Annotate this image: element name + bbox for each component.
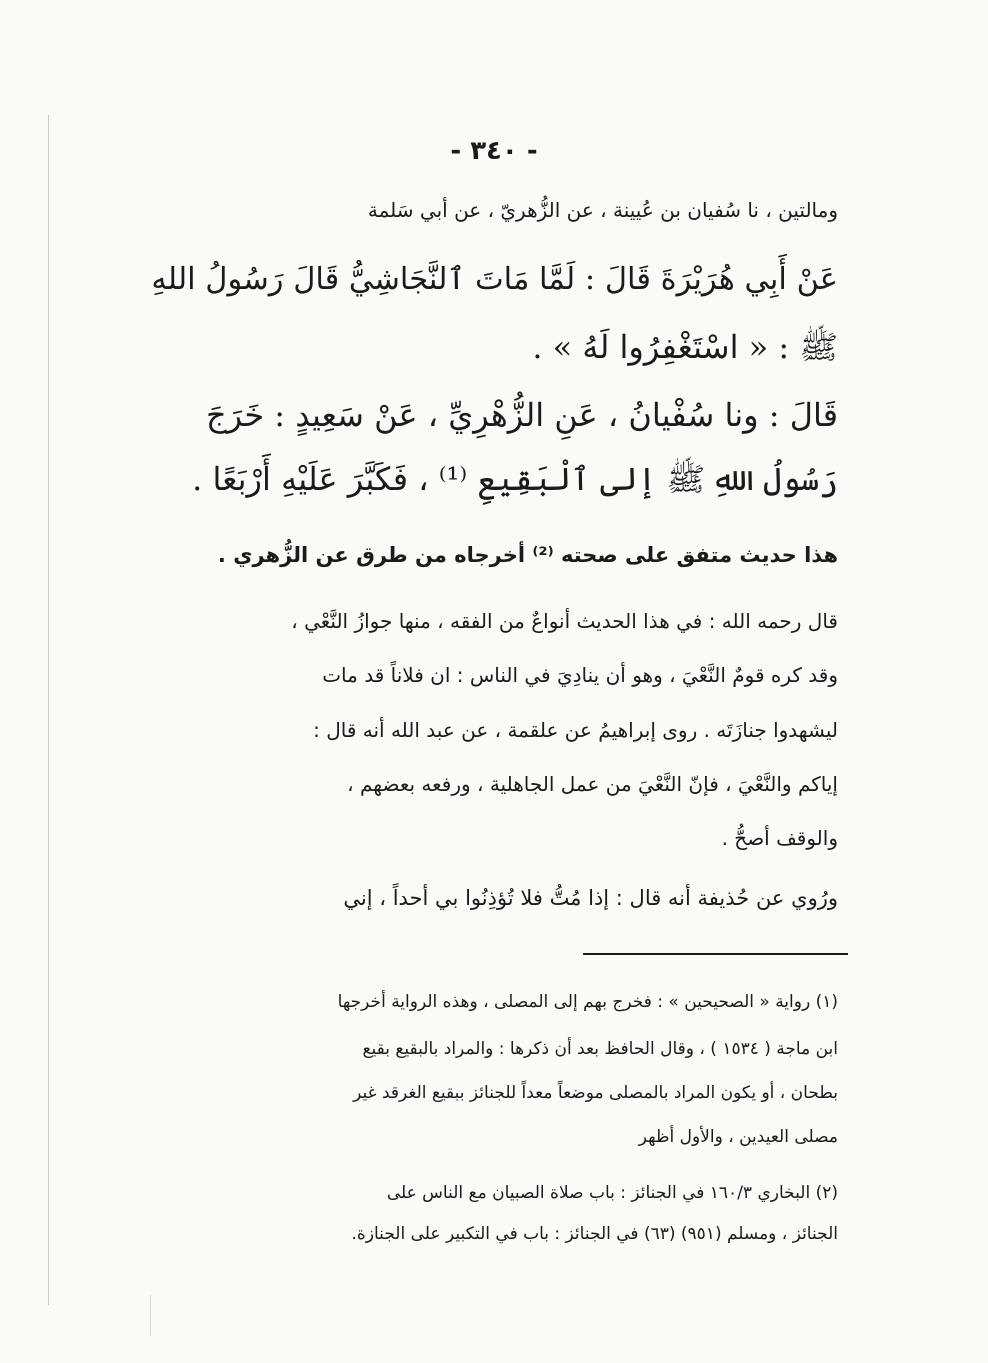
footnote-2-line: (٢) البخاري ١٦٠/٣ في الجنائز : باب صلاة الصبيان مع الناس على [386,1183,838,1203]
page-number: - ٣٤٠ - [450,136,538,166]
commentary-line: إياكم والنَّعْيَ ، فإنّ النَّعْيَ من عمل الجاهلية ، ورفعه بعضهم ، [347,772,838,796]
isnad-line: ومالتين ، نا سُفيان بن عُيينة ، عن الزُّهريّ ، عن أبي سَلمة [367,198,838,222]
footnote-1-line: بطحان ، أو يكون المراد بالمصلى موضعاً معداً للجنائز ببقيع الغرقد غير [353,1083,838,1103]
commentary-line: والوقف أصحُّ . [721,826,838,850]
commentary-line: قال رحمه الله : في هذا الحديث أنواعٌ من الفقه ، منها جوازُ النَّعْي ، [291,609,838,633]
footnote-1-line: مصلى العيدين ، والأول أظهر [638,1127,838,1147]
page-edge-line [48,115,49,1305]
hadith-text-line: رَسُولُ اللهِ ﷺ إلى ٱلْبَقِيعِ ⁽¹⁾ ، فَكَبَّرَ عَلَيْهِ أَرْبَعًا . [192,460,838,498]
hadith-text-line: ﷺ : « اسْتَغْفِرُوا لَهُ » . [532,328,838,366]
hadith-text-line: عَنْ أَبِي هُرَيْرَةَ قَالَ : لَمَّا مَاتَ ٱلنَّجَاشِيُّ قَالَ رَسُولُ اللهِ [151,262,838,297]
footnote-1-line: ابن ماجة ( ١٥٣٤ ) ، وقال الحافظ بعد أن ذكرها : والمراد بالبقيع بقيع [362,1039,838,1059]
footnote-separator [583,953,848,955]
commentary-line: ليشهدوا جنازَتَه . روى إبراهيمُ عن علقمة ، عن عبد الله أنه قال : [313,718,838,742]
hadith-text-line: قَالَ : ونا سُفْيانُ ، عَنِ الزُّهْرِيِّ ، عَنْ سَعِيدٍ : خَرَجَ [206,396,838,434]
footnote-2-line: الجنائز ، ومسلم (٩٥١) (٦٣) في الجنائز : باب في التكبير على الجنازة. [351,1224,838,1244]
scan-mark [150,1295,151,1335]
continuation-line: ورُوي عن حُذيفة أنه قال : إذا مُتُّ فلا تُؤذِنُوا بي أحداً ، إني [343,886,838,910]
commentary-line: وقد كره قومٌ النَّعْيَ ، وهو أن ينادِيَ في الناس : ان فلاناً قد مات [322,663,838,687]
hadith-grading: هذا حديث متفق على صحته ⁽²⁾ أخرجاه من طرق عن الزُّهري . [217,543,838,567]
footnote-1-line: (١) رواية « الصحيحين » : فخرج بهم إلى المصلى ، وهذه الرواية أخرجها [337,992,838,1012]
